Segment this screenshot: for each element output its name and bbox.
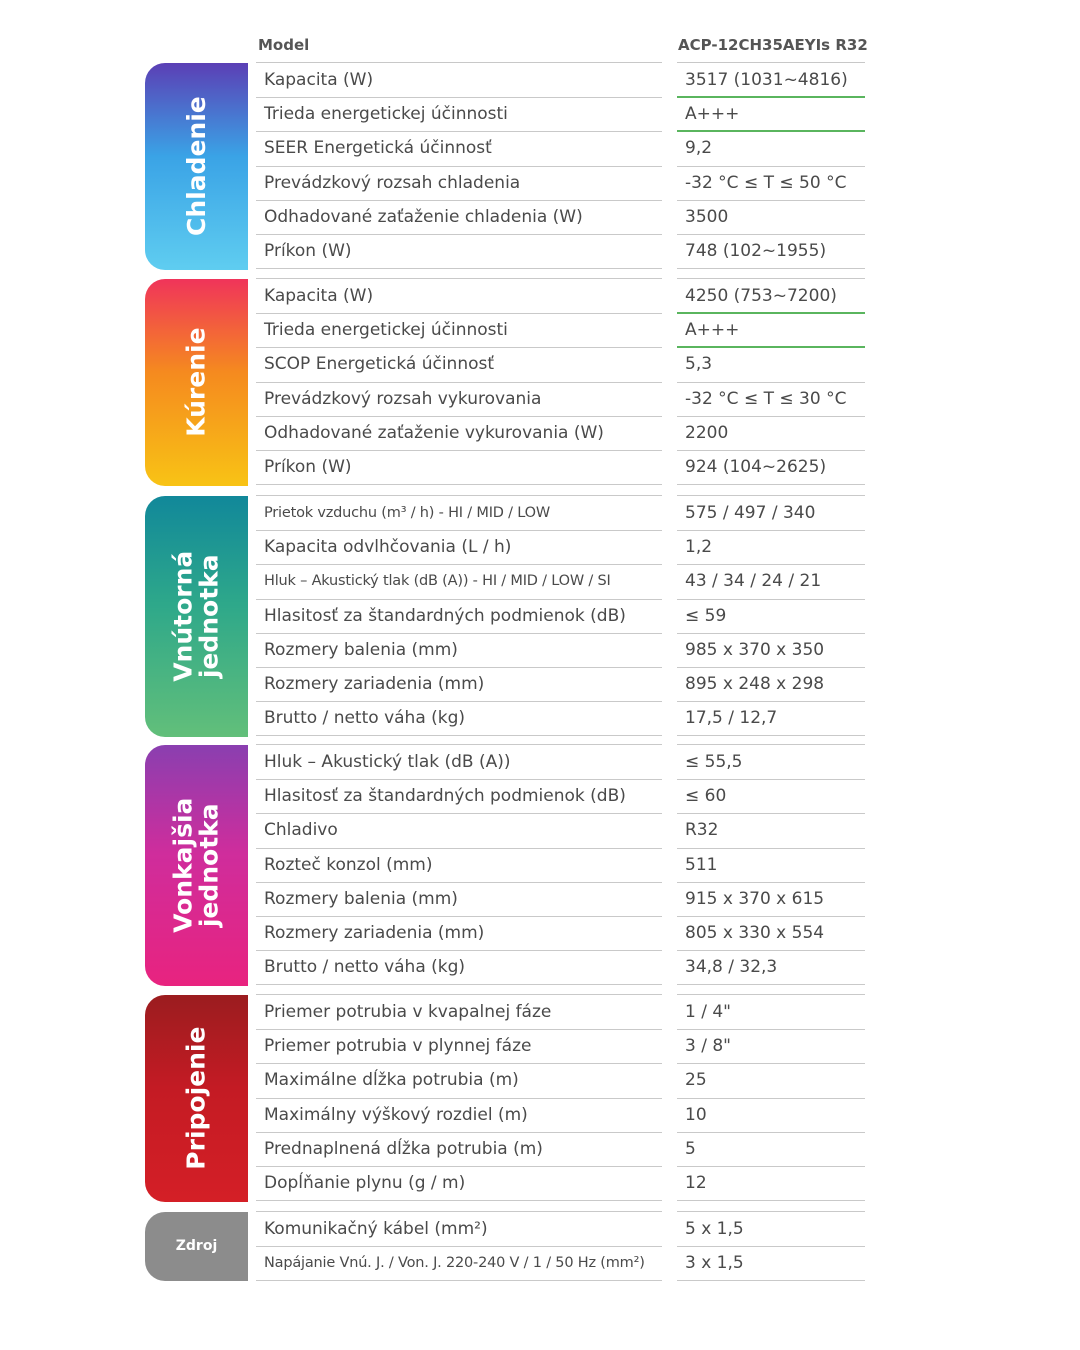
spec-label: Brutto / netto váha (kg) [264,957,466,978]
spec-label: Kapacita odvlhčovania (L / h) [264,537,512,558]
row-divider-left [256,484,662,485]
spec-label: Príkon (W) [264,457,352,478]
spec-value: ≤ 60 [685,786,727,807]
spec-value: ≤ 59 [685,605,727,626]
section-top-divider [677,278,865,279]
spec-value: R32 [685,820,719,841]
spec-label: Rozteč konzol (mm) [264,854,433,875]
spec-label: Hlasitosť za štandardných podmienok (dB) [264,605,626,626]
spec-value: 1,2 [685,537,713,558]
spec-label: Hluk – Akustický tlak (dB (A)) [264,752,511,773]
row-divider-left [256,1200,662,1201]
section-title-line: Vnútorná [168,551,198,683]
spec-value: 10 [685,1104,707,1125]
section-title-line: Vonkajšia [168,798,198,934]
row-divider-left [256,984,662,985]
row-divider-right [677,268,865,269]
spec-label: SCOP Energetická účinnosť [264,354,495,375]
spec-label: Maximálne dĺžka potrubia (m) [264,1070,519,1091]
section-title-line: Kúrenie [181,327,211,438]
spec-label: Dopĺňanie plynu (g / m) [264,1173,466,1194]
section-title-line: jednotka [194,554,224,679]
spec-value: A+++ [685,104,740,125]
spec-label: Rozmery balenia (mm) [264,888,458,909]
section-title [183,97,209,237]
spec-value: 3500 [685,206,729,227]
spec-label: Hlasitosť za štandardných podmienok (dB) [264,786,626,807]
spec-header-model: ACP-12CH35AEYIs R32 [678,36,868,54]
section-title [183,328,209,437]
row-divider-left [256,268,662,269]
spec-value: 924 (104~2625) [685,457,827,478]
row-divider-right [677,1200,865,1201]
spec-value: 748 (102~1955) [685,241,827,262]
section-top-divider [256,744,662,745]
spec-value: 895 x 248 x 298 [685,674,825,695]
section-top-divider [256,1211,662,1212]
section-tab-chladenie [145,63,248,270]
row-divider-right [677,1280,865,1281]
section-top-divider [256,495,662,496]
spec-label: Priemer potrubia v plynnej fáze [264,1036,532,1057]
spec-label: Napájanie Vnú. J. / Von. J. 220-240 V / 1 / 50 Hz (mm²) [264,1255,645,1272]
spec-value: 1 / 4" [685,1002,731,1023]
section-top-divider [677,994,865,995]
spec-value: 3517 (1031~4816) [685,70,848,91]
section-tab-pripojenie [145,995,248,1202]
spec-label: Prevádzkový rozsah chladenia [264,172,521,193]
spec-value: 9,2 [685,138,713,159]
spec-label: Prevádzkový rozsah vykurovania [264,388,542,409]
section-tab-vnutorna [145,496,248,737]
spec-label: Kapacita (W) [264,286,374,307]
section-tab-zdroj [145,1212,248,1281]
spec-label: Prednaplnená dĺžka potrubia (m) [264,1138,543,1159]
spec-value: 575 / 497 / 340 [685,503,816,524]
spec-label: Odhadované zaťaženie vykurovania (W) [264,422,604,443]
spec-value: A+++ [685,320,740,341]
section-top-divider [256,994,662,995]
section-top-divider [677,744,865,745]
section-tab-vonkajsia [145,745,248,986]
spec-value: 3 x 1,5 [685,1253,744,1274]
spec-value: -32 °C ≤ T ≤ 50 °C [685,172,847,193]
spec-value: 25 [685,1070,707,1091]
spec-value: 511 [685,854,718,875]
row-divider-left [256,1280,662,1281]
spec-label: Komunikačný kábel (mm²) [264,1219,488,1240]
row-divider-left [256,735,662,736]
section-title-line: jednotka [194,803,224,928]
section-title [176,1239,218,1254]
section-top-divider [677,1211,865,1212]
spec-value: ≤ 55,5 [685,752,743,773]
spec-label: Príkon (W) [264,241,352,262]
spec-value: 2200 [685,422,729,443]
section-top-divider [256,278,662,279]
spec-label: Brutto / netto váha (kg) [264,708,466,729]
spec-value: 3 / 8" [685,1036,731,1057]
spec-label: Rozmery zariadenia (mm) [264,674,485,695]
spec-label: Maximálny výškový rozdiel (m) [264,1104,528,1125]
spec-label: Priemer potrubia v kvapalnej fáze [264,1002,552,1023]
spec-value: 12 [685,1173,707,1194]
spec-label: Hluk – Akustický tlak (dB (A)) - HI / MID / LOW / SI [264,573,611,590]
spec-value: 5,3 [685,354,713,375]
section-title [183,1027,209,1170]
spec-value: 5 [685,1138,696,1159]
section-title-line: Pripojenie [181,1027,211,1171]
spec-label: Rozmery balenia (mm) [264,639,458,660]
row-divider-right [677,735,865,736]
spec-label: Chladivo [264,820,338,841]
section-tab-kurenie [145,279,248,486]
section-title-line: Chladenie [181,96,211,237]
spec-label: Odhadované zaťaženie chladenia (W) [264,206,583,227]
spec-value: 34,8 / 32,3 [685,957,778,978]
section-title-line: Zdroj [175,1238,218,1255]
spec-value: 985 x 370 x 350 [685,639,825,660]
spec-value: 43 / 34 / 24 / 21 [685,571,822,592]
section-top-divider [677,495,865,496]
spec-label: Prietok vzduchu (m³ / h) - HI / MID / LOW [264,505,550,522]
spec-label: Trieda energetickej účinnosti [264,104,508,125]
spec-label: SEER Energetická účinnosť [264,138,492,159]
spec-value: 805 x 330 x 554 [685,923,825,944]
section-title [170,551,223,682]
spec-value: -32 °C ≤ T ≤ 30 °C [685,388,847,409]
section-title [170,798,223,933]
spec-value: 4250 (753~7200) [685,286,837,307]
spec-value: 915 x 370 x 615 [685,888,825,909]
spec-value: 17,5 / 12,7 [685,708,778,729]
spec-value: 5 x 1,5 [685,1219,744,1240]
spec-label: Rozmery zariadenia (mm) [264,923,485,944]
spec-header-label: Model [258,36,310,54]
spec-label: Kapacita (W) [264,70,374,91]
spec-label: Trieda energetickej účinnosti [264,320,508,341]
row-divider-right [677,984,865,985]
row-divider-right [677,484,865,485]
